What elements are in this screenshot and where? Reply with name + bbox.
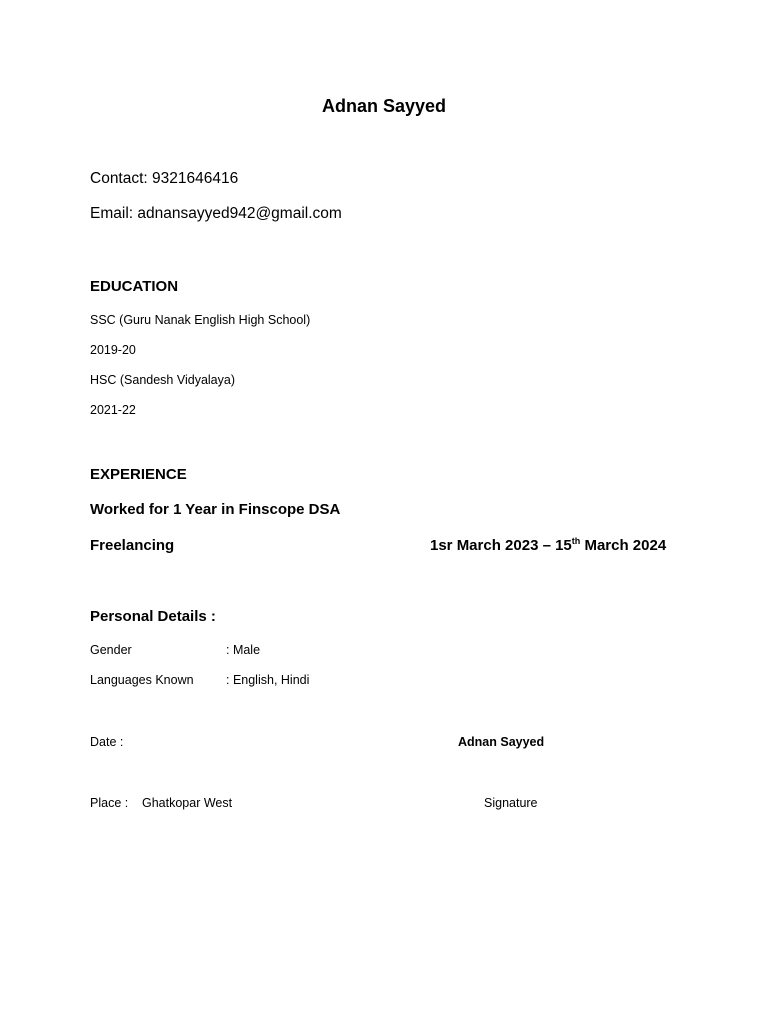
email-line: Email: adnansayyed942@gmail.com (90, 205, 342, 222)
date-range-ordinal: th (571, 536, 581, 546)
gender-label: Gender (90, 643, 132, 657)
place-value: Ghatkopar West (142, 796, 233, 810)
education-item-ssc: SSC (Guru Nanak English High School) (90, 313, 311, 327)
education-item-hsc: HSC (Sandesh Vidyalaya) (90, 373, 235, 387)
date-range-start: 1sr March 2023 – 15 (430, 537, 572, 554)
languages-label: Languages Known (90, 673, 194, 687)
experience-worked-line: Worked for 1 Year in Finscope DSA (90, 501, 341, 518)
experience-heading: EXPERIENCE (90, 466, 187, 483)
signatory-name: Adnan Sayyed (458, 735, 545, 749)
education-item-hsc-year: 2021-22 (90, 403, 136, 417)
experience-freelancing-label: Freelancing (90, 537, 175, 554)
gender-value: : Male (226, 643, 261, 657)
education-heading: EDUCATION (90, 278, 179, 295)
experience-date-range (430, 538, 666, 553)
signature-label: Signature (484, 796, 538, 810)
personal-details-heading: Personal Details : (90, 608, 216, 625)
date-label: Date : (90, 735, 124, 749)
contact-line: Contact: 9321646416 (90, 170, 239, 187)
resume-name-title: Adnan Sayyed (321, 96, 447, 116)
education-item-ssc-year: 2019-20 (90, 343, 136, 357)
languages-value: : English, Hindi (226, 673, 310, 687)
date-range-end: March 2024 (580, 537, 667, 554)
place-label: Place : (90, 796, 129, 810)
